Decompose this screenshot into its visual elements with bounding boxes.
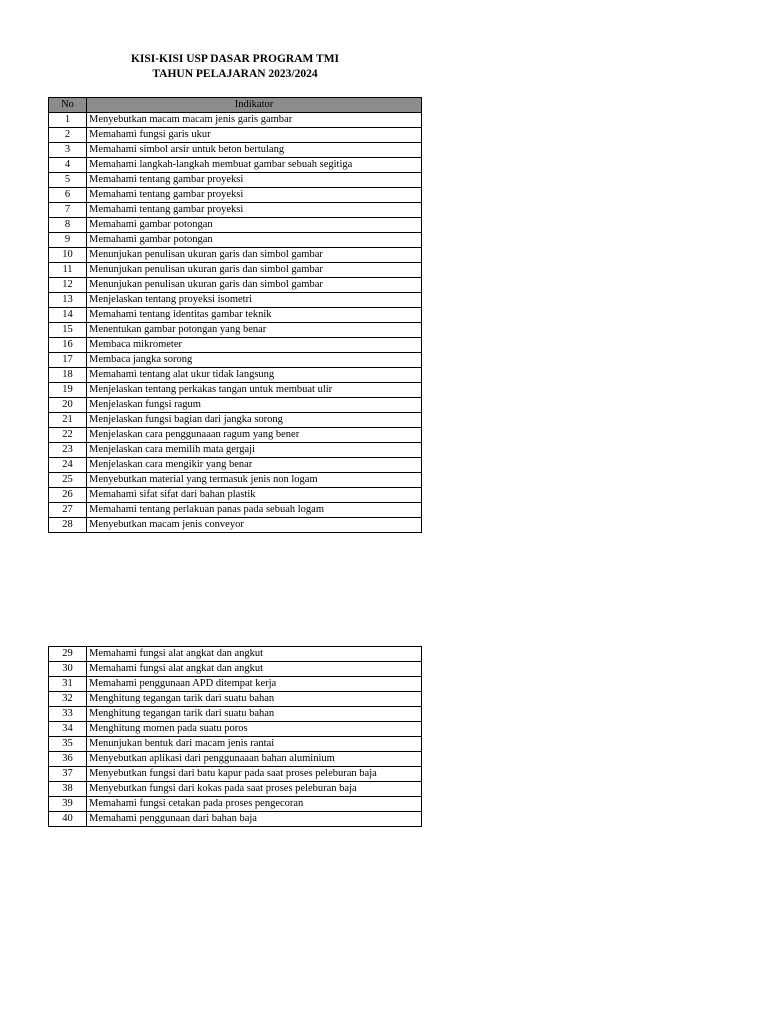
table-row bbox=[49, 203, 422, 218]
table-row bbox=[49, 233, 422, 248]
table-row bbox=[49, 113, 422, 128]
table-row bbox=[49, 248, 422, 263]
row-indikator: Menjelaskan fungsi ragum bbox=[87, 398, 422, 413]
row-indikator: Memahami fungsi alat angkat dan angkut bbox=[87, 662, 422, 677]
row-number: 40 bbox=[49, 812, 87, 827]
row-number: 24 bbox=[49, 458, 87, 473]
row-indikator: Menyebutkan macam macam jenis garis gambar bbox=[87, 113, 422, 128]
row-number: 34 bbox=[49, 722, 87, 737]
row-number: 17 bbox=[49, 353, 87, 368]
row-number: 1 bbox=[49, 113, 87, 128]
row-indikator: Memahami gambar potongan bbox=[87, 233, 422, 248]
row-indikator: Memahami tentang identitas gambar teknik bbox=[87, 308, 422, 323]
row-number: 10 bbox=[49, 248, 87, 263]
table-row bbox=[49, 323, 422, 338]
table-header-row bbox=[49, 98, 422, 113]
table-row bbox=[49, 158, 422, 173]
table-row bbox=[49, 767, 422, 782]
row-indikator: Menjelaskan tentang perkakas tangan untuk membuat ulir bbox=[87, 383, 422, 398]
row-number: 19 bbox=[49, 383, 87, 398]
row-indikator: Memahami gambar potongan bbox=[87, 218, 422, 233]
row-indikator: Memahami tentang gambar proyeksi bbox=[87, 188, 422, 203]
row-number: 38 bbox=[49, 782, 87, 797]
table-row bbox=[49, 143, 422, 158]
table-row bbox=[49, 782, 422, 797]
row-indikator: Memahami fungsi cetakan pada proses pengecoran bbox=[87, 797, 422, 812]
row-number: 6 bbox=[49, 188, 87, 203]
table-row bbox=[49, 263, 422, 278]
row-indikator: Menghitung tegangan tarik dari suatu bahan bbox=[87, 692, 422, 707]
table-row bbox=[49, 503, 422, 518]
row-indikator: Membaca jangka sorong bbox=[87, 353, 422, 368]
row-indikator: Menjelaskan cara penggunaaan ragum yang bener bbox=[87, 428, 422, 443]
table-row bbox=[49, 338, 422, 353]
row-number: 30 bbox=[49, 662, 87, 677]
row-number: 31 bbox=[49, 677, 87, 692]
row-indikator: Menghitung tegangan tarik dari suatu bahan bbox=[87, 707, 422, 722]
row-indikator: Menyebutkan aplikasi dari penggunaaan bahan aluminium bbox=[87, 752, 422, 767]
indicator-table-part-1 bbox=[48, 97, 422, 533]
table-row bbox=[49, 428, 422, 443]
table-row bbox=[49, 647, 422, 662]
table-row bbox=[49, 128, 422, 143]
table-row bbox=[49, 173, 422, 188]
row-number: 5 bbox=[49, 173, 87, 188]
indicator-table-part-2 bbox=[48, 646, 422, 827]
row-number: 3 bbox=[49, 143, 87, 158]
row-number: 37 bbox=[49, 767, 87, 782]
document-subtitle: TAHUN PELAJARAN 2023/2024 bbox=[152, 68, 318, 80]
row-number: 18 bbox=[49, 368, 87, 383]
table-row bbox=[49, 488, 422, 503]
header-indikator: Indikator bbox=[87, 98, 422, 113]
row-number: 32 bbox=[49, 692, 87, 707]
row-number: 16 bbox=[49, 338, 87, 353]
document-title: KISI-KISI USP DASAR PROGRAM TMI bbox=[130, 53, 340, 65]
row-number: 13 bbox=[49, 293, 87, 308]
row-number: 7 bbox=[49, 203, 87, 218]
table-row bbox=[49, 308, 422, 323]
table-row bbox=[49, 722, 422, 737]
row-indikator: Menyebutkan fungsi dari kokas pada saat proses peleburan baja bbox=[87, 782, 422, 797]
row-indikator: Menjelaskan tentang proyeksi isometri bbox=[87, 293, 422, 308]
row-number: 36 bbox=[49, 752, 87, 767]
table-row bbox=[49, 188, 422, 203]
table-row bbox=[49, 443, 422, 458]
row-indikator: Menunjukan penulisan ukuran garis dan simbol gambar bbox=[87, 248, 422, 263]
row-indikator: Memahami tentang gambar proyeksi bbox=[87, 173, 422, 188]
table-row bbox=[49, 707, 422, 722]
row-number: 23 bbox=[49, 443, 87, 458]
table-row bbox=[49, 413, 422, 428]
row-indikator: Memahami sifat sifat dari bahan plastik bbox=[87, 488, 422, 503]
row-indikator: Menyebutkan material yang termasuk jenis non logam bbox=[87, 473, 422, 488]
table-row bbox=[49, 812, 422, 827]
row-number: 20 bbox=[49, 398, 87, 413]
row-number: 4 bbox=[49, 158, 87, 173]
table-row bbox=[49, 398, 422, 413]
row-number: 35 bbox=[49, 737, 87, 752]
table-row bbox=[49, 353, 422, 368]
row-number: 9 bbox=[49, 233, 87, 248]
row-number: 33 bbox=[49, 707, 87, 722]
table-row bbox=[49, 293, 422, 308]
table-row bbox=[49, 473, 422, 488]
row-number: 22 bbox=[49, 428, 87, 443]
row-number: 14 bbox=[49, 308, 87, 323]
table-row bbox=[49, 692, 422, 707]
row-indikator: Memahami fungsi garis ukur bbox=[87, 128, 422, 143]
header-no: No bbox=[49, 98, 87, 113]
row-indikator: Membaca mikrometer bbox=[87, 338, 422, 353]
row-indikator: Menghitung momen pada suatu poros bbox=[87, 722, 422, 737]
table-row bbox=[49, 218, 422, 233]
row-number: 29 bbox=[49, 647, 87, 662]
row-indikator: Menyebutkan macam jenis conveyor bbox=[87, 518, 422, 533]
row-indikator: Memahami penggunaan APD ditempat kerja bbox=[87, 677, 422, 692]
row-number: 25 bbox=[49, 473, 87, 488]
table-row bbox=[49, 752, 422, 767]
row-indikator: Memahami fungsi alat angkat dan angkut bbox=[87, 647, 422, 662]
table-row bbox=[49, 518, 422, 533]
row-indikator: Menunjukan penulisan ukuran garis dan simbol gambar bbox=[87, 278, 422, 293]
row-indikator: Menunjukan penulisan ukuran garis dan simbol gambar bbox=[87, 263, 422, 278]
row-number: 12 bbox=[49, 278, 87, 293]
row-number: 26 bbox=[49, 488, 87, 503]
row-indikator: Memahami tentang perlakuan panas pada sebuah logam bbox=[87, 503, 422, 518]
table-row bbox=[49, 458, 422, 473]
row-indikator: Menjelaskan fungsi bagian dari jangka sorong bbox=[87, 413, 422, 428]
table-row bbox=[49, 677, 422, 692]
table-row bbox=[49, 797, 422, 812]
table-row bbox=[49, 368, 422, 383]
table-row bbox=[49, 737, 422, 752]
table-row bbox=[49, 662, 422, 677]
row-indikator: Menentukan gambar potongan yang benar bbox=[87, 323, 422, 338]
row-indikator: Menunjukan bentuk dari macam jenis rantai bbox=[87, 737, 422, 752]
row-indikator: Memahami langkah-langkah membuat gambar sebuah segitiga bbox=[87, 158, 422, 173]
row-indikator: Menyebutkan fungsi dari batu kapur pada saat proses peleburan baja bbox=[87, 767, 422, 782]
table-row bbox=[49, 383, 422, 398]
row-indikator: Memahami penggunaan dari bahan baja bbox=[87, 812, 422, 827]
row-number: 21 bbox=[49, 413, 87, 428]
row-number: 27 bbox=[49, 503, 87, 518]
row-number: 28 bbox=[49, 518, 87, 533]
row-number: 8 bbox=[49, 218, 87, 233]
row-number: 2 bbox=[49, 128, 87, 143]
table-row bbox=[49, 278, 422, 293]
row-number: 11 bbox=[49, 263, 87, 278]
row-indikator: Menjelaskan cara memilih mata gergaji bbox=[87, 443, 422, 458]
row-indikator: Memahami tentang alat ukur tidak langsung bbox=[87, 368, 422, 383]
row-number: 39 bbox=[49, 797, 87, 812]
row-number: 15 bbox=[49, 323, 87, 338]
row-indikator: Memahami simbol arsir untuk beton bertulang bbox=[87, 143, 422, 158]
row-indikator: Memahami tentang gambar proyeksi bbox=[87, 203, 422, 218]
row-indikator: Menjelaskan cara mengikir yang benar bbox=[87, 458, 422, 473]
